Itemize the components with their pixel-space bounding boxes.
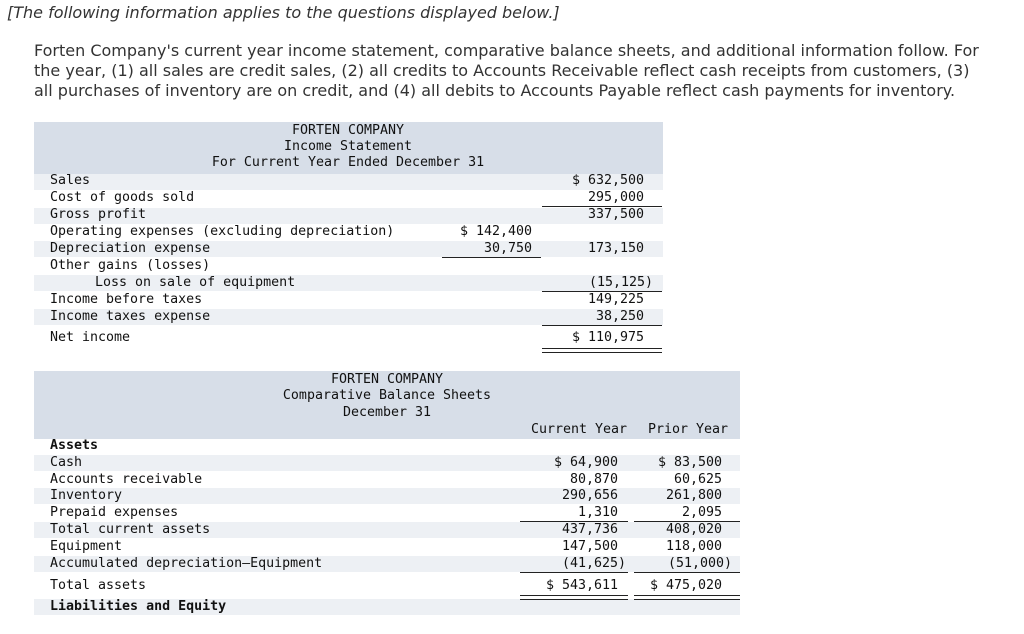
balance-current-value: $ 64,900 — [553, 455, 618, 470]
income-right-value: $ 632,500 — [571, 173, 644, 188]
underline — [634, 572, 740, 573]
income-period: For Current Year Ended December 31 — [211, 155, 485, 170]
balance-prior-value: $ 475,020 — [649, 578, 722, 593]
income-row-label: Net income — [50, 330, 131, 345]
income-row-label: Gross profit — [50, 207, 147, 222]
income-statement — [34, 122, 663, 352]
balance-row-label: Total current assets — [50, 522, 211, 537]
balance-prior-value: 408,020 — [665, 522, 722, 537]
balance-row-label: Total assets — [50, 578, 147, 593]
income-right-value: 173,150 — [587, 241, 644, 256]
double-underline — [542, 348, 662, 353]
underline — [542, 325, 662, 326]
balance-section-heading: Liabilities and Equity — [50, 599, 227, 614]
income-company-name: FORTEN COMPANY — [291, 123, 405, 138]
income-row-label: Depreciation expense — [50, 241, 211, 256]
intro-paragraph: Forten Company's current year income statement, comparative balance sheets, and additional information follow. For the year, (1) all sales are credit sales, (2) all credits to Accounts Receivable reflect cash receipts from customers, (3) all purchases of inventory are on credit, and (4) all debits to Accounts Payable reflect cash payments for inventory. — [34, 41, 979, 100]
balance-prior-value: 261,800 — [665, 488, 722, 503]
column-header-current-year: Current Year — [530, 422, 628, 437]
balance-row-label: Inventory — [50, 488, 123, 503]
balance-row-label: Accumulated depreciation—Equipment — [50, 556, 323, 571]
double-underline — [634, 595, 740, 600]
balance-current-value: 290,656 — [561, 488, 618, 503]
double-underline — [520, 595, 628, 600]
balance-row-label: Accounts receivable — [50, 472, 203, 487]
balance-row-label: Cash — [50, 455, 83, 470]
underline — [520, 572, 628, 573]
income-mid-value: $ 142,400 — [459, 224, 532, 239]
income-row-label: Operating expenses (excluding depreciation) — [50, 224, 395, 239]
balance-row-label: Equipment — [50, 539, 123, 554]
income-mid-value: 30,750 — [483, 241, 532, 256]
income-right-value: $ 110,975 — [571, 330, 644, 345]
balance-current-value: 80,870 — [569, 472, 618, 487]
balance-row-label: Prepaid expenses — [50, 505, 179, 520]
income-row-label: Loss on sale of equipment — [79, 275, 296, 290]
balance-prior-value: $ 83,500 — [657, 455, 722, 470]
income-right-value: 38,250 — [595, 309, 644, 324]
balance-section-heading: Assets — [50, 438, 99, 453]
column-header-prior-year: Prior Year — [647, 422, 729, 437]
balance-current-value: 437,736 — [561, 522, 618, 537]
balance-current-value: $ 543,611 — [545, 578, 618, 593]
balance-current-value: 1,310 — [577, 505, 618, 520]
balance-sheet — [34, 371, 740, 634]
income-row-label: Income before taxes — [50, 292, 203, 307]
income-right-value: 337,500 — [587, 207, 644, 222]
income-row-label: Other gains (losses) — [50, 258, 211, 273]
balance-title: Comparative Balance Sheets — [282, 388, 492, 403]
balance-prior-value: (51,000) — [667, 556, 732, 571]
balance-prior-value: 118,000 — [665, 539, 722, 554]
balance-company-name: FORTEN COMPANY — [330, 372, 444, 387]
balance-current-value: 147,500 — [561, 539, 618, 554]
balance-current-value: (41,625) — [561, 556, 626, 571]
underline — [442, 257, 541, 258]
income-row-label: Sales — [50, 173, 91, 188]
balance-period: December 31 — [342, 405, 432, 420]
balance-prior-value: 60,625 — [673, 472, 722, 487]
income-title: Income Statement — [283, 139, 413, 154]
income-right-value: 149,225 — [587, 292, 644, 307]
income-row-label: Cost of goods sold — [50, 190, 195, 205]
income-right-value: 295,000 — [587, 190, 644, 205]
income-right-value: (15,125) — [588, 275, 653, 290]
context-note: [The following information applies to the questions displayed below.] — [7, 3, 560, 22]
balance-prior-value: 2,095 — [681, 505, 722, 520]
income-row-label: Income taxes expense — [50, 309, 211, 324]
